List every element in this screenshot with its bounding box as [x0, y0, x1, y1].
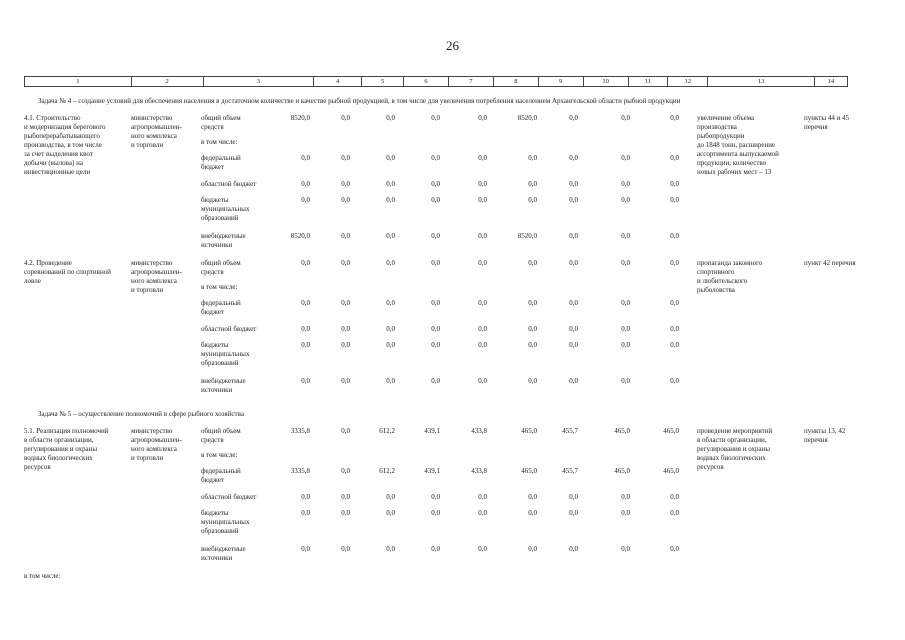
- funding-source-label: бюджеты: [201, 196, 229, 204]
- funding-value: 0,0: [301, 377, 310, 385]
- funding-value: 0,0: [528, 259, 537, 267]
- reference-item: пункт 42 перечня: [804, 259, 856, 267]
- funding-source-label: в том числе:: [201, 451, 238, 459]
- funding-value: 0,0: [478, 341, 487, 349]
- column-number-3: 3: [204, 77, 315, 86]
- funding-value: 0,0: [386, 180, 395, 188]
- column-number-1: 1: [25, 77, 132, 86]
- funding-value: 0,0: [301, 259, 310, 267]
- funding-value: 0,0: [621, 545, 630, 553]
- funding-value: 0,0: [386, 545, 395, 553]
- executor-name: министерство: [131, 427, 173, 435]
- funding-value: 0,0: [431, 180, 440, 188]
- activity-name: ловле: [24, 277, 41, 285]
- funding-value: 0,0: [621, 509, 630, 517]
- reference-item: перечня: [804, 123, 828, 131]
- expected-result: проведение мероприятий: [697, 427, 773, 435]
- funding-value: 612,2: [379, 427, 395, 435]
- funding-value: 0,0: [621, 299, 630, 307]
- funding-value: 0,0: [569, 232, 578, 240]
- funding-value: 0,0: [341, 509, 350, 517]
- funding-value: 433,8: [471, 467, 487, 475]
- funding-value: 0,0: [528, 545, 537, 553]
- funding-value: 465,0: [614, 427, 630, 435]
- funding-value: 0,0: [478, 509, 487, 517]
- funding-value: 0,0: [431, 154, 440, 162]
- activity-name: регулирования и охраны: [24, 445, 98, 453]
- funding-value: 0,0: [478, 180, 487, 188]
- funding-value: 0,0: [478, 377, 487, 385]
- funding-value: 0,0: [621, 377, 630, 385]
- funding-value: 0,0: [301, 493, 310, 501]
- funding-value: 465,0: [663, 427, 679, 435]
- funding-value: 0,0: [301, 299, 310, 307]
- funding-value: 0,0: [301, 154, 310, 162]
- funding-value: 0,0: [569, 377, 578, 385]
- funding-value: 0,0: [670, 325, 679, 333]
- funding-value: 0,0: [528, 180, 537, 188]
- funding-value: 0,0: [301, 341, 310, 349]
- funding-value: 0,0: [341, 259, 350, 267]
- funding-value: 0,0: [341, 427, 350, 435]
- column-number-2: 2: [132, 77, 204, 86]
- activity-name: рыбоперерабатывающего: [24, 132, 100, 140]
- funding-value: 0,0: [670, 377, 679, 385]
- executor-name: министерство: [131, 259, 173, 267]
- activity-name: инвестиционные цели: [24, 168, 91, 176]
- funding-value: 0,0: [431, 377, 440, 385]
- funding-value: 0,0: [569, 493, 578, 501]
- executor-name: агропромышлен-: [131, 123, 182, 131]
- funding-value: 8520,0: [517, 114, 537, 122]
- funding-value: 0,0: [478, 545, 487, 553]
- activity-name: 4.1. Строительство: [24, 114, 81, 122]
- expected-result: увеличение объема: [697, 114, 755, 122]
- funding-value: 0,0: [670, 299, 679, 307]
- funding-value: 0,0: [301, 509, 310, 517]
- funding-value: 0,0: [621, 341, 630, 349]
- funding-source-label: областной бюджет: [201, 325, 257, 333]
- funding-source-label: общий объем: [201, 114, 241, 122]
- executor-name: ного комплекса: [131, 445, 177, 453]
- funding-source-label: источники: [201, 386, 233, 394]
- funding-value: 0,0: [478, 299, 487, 307]
- funding-value: 0,0: [569, 259, 578, 267]
- activity-name: 4.2. Проведение: [24, 259, 72, 267]
- funding-value: 0,0: [386, 114, 395, 122]
- funding-value: 0,0: [478, 493, 487, 501]
- funding-value: 465,0: [521, 467, 537, 475]
- column-number-6: 6: [404, 77, 449, 86]
- funding-value: 0,0: [341, 467, 350, 475]
- funding-value: 0,0: [431, 325, 440, 333]
- footer-in-total-text: в том числе:: [24, 572, 61, 580]
- funding-source-label: федеральный: [201, 299, 241, 307]
- expected-result: и любительского: [697, 277, 748, 285]
- executor-name: и торговли: [131, 141, 164, 149]
- funding-value: 0,0: [670, 493, 679, 501]
- activity-name: соревнований по спортивной: [24, 268, 111, 276]
- funding-source-label: бюджеты: [201, 509, 229, 517]
- funding-value: 0,0: [621, 196, 630, 204]
- funding-source-label: муниципальных: [201, 350, 250, 358]
- funding-value: 465,0: [663, 467, 679, 475]
- reference-item: перечня: [804, 436, 828, 444]
- funding-value: 0,0: [528, 325, 537, 333]
- funding-value: 0,0: [341, 377, 350, 385]
- funding-source-label: федеральный: [201, 467, 241, 475]
- activity-name: в области организации,: [24, 436, 94, 444]
- funding-value: 0,0: [478, 232, 487, 240]
- funding-value: 3335,8: [290, 427, 310, 435]
- funding-value: 0,0: [431, 545, 440, 553]
- funding-value: 0,0: [528, 154, 537, 162]
- funding-value: 0,0: [670, 114, 679, 122]
- funding-value: 0,0: [301, 325, 310, 333]
- funding-value: 0,0: [431, 509, 440, 517]
- funding-value: 0,0: [670, 154, 679, 162]
- task-4-heading: Задача № 4 – создание условий для обеспечения населения в достаточном количестве и качестве рыбной продукцией, в том числе для увеличения потребления населением Архангельской области рыбной продукции: [38, 97, 681, 105]
- funding-value: 0,0: [670, 509, 679, 517]
- executor-name: агропромышлен-: [131, 268, 182, 276]
- expected-result: рыбопродукции: [697, 132, 745, 140]
- activity-name: за счет выделения квот: [24, 150, 93, 158]
- funding-value: 0,0: [528, 377, 537, 385]
- funding-source-label: федеральный: [201, 154, 241, 162]
- funding-value: 0,0: [621, 259, 630, 267]
- funding-value: 0,0: [431, 493, 440, 501]
- task-5-heading: Задача № 5 – осуществление полномочий в сфере рыбного хозяйства: [38, 410, 244, 418]
- funding-value: 0,0: [386, 493, 395, 501]
- funding-value: 455,7: [562, 427, 578, 435]
- funding-value: 0,0: [341, 154, 350, 162]
- executor-name: ного комплекса: [131, 277, 177, 285]
- funding-value: 465,0: [521, 427, 537, 435]
- funding-value: 0,0: [431, 341, 440, 349]
- activity-name: водных биологических: [24, 454, 93, 462]
- funding-value: 455,7: [562, 467, 578, 475]
- expected-result: новых рабочих мест – 13: [697, 168, 772, 176]
- funding-value: 0,0: [569, 196, 578, 204]
- funding-value: 0,0: [621, 493, 630, 501]
- funding-source-label: источники: [201, 241, 233, 249]
- column-number-9: 9: [539, 77, 584, 86]
- column-number-13: 13: [708, 77, 815, 86]
- funding-value: 0,0: [569, 154, 578, 162]
- funding-source-label: муниципальных: [201, 518, 250, 526]
- funding-value: 0,0: [528, 493, 537, 501]
- executor-name: министерство: [131, 114, 173, 122]
- funding-value: 0,0: [386, 325, 395, 333]
- funding-value: 0,0: [528, 341, 537, 349]
- funding-source-label: источники: [201, 554, 233, 562]
- funding-value: 0,0: [528, 196, 537, 204]
- activity-name: производства, в том числе: [24, 141, 102, 149]
- funding-source-label: образований: [201, 527, 239, 535]
- funding-value: 0,0: [386, 299, 395, 307]
- activity-name: ресурсов: [24, 463, 51, 471]
- funding-value: 0,0: [670, 259, 679, 267]
- activity-name: добычи (вылова) на: [24, 159, 83, 167]
- funding-source-label: бюджет: [201, 163, 224, 171]
- funding-value: 0,0: [341, 545, 350, 553]
- column-number-5: 5: [362, 77, 404, 86]
- expected-result: до 1848 тонн, расширение: [697, 141, 776, 149]
- funding-value: 0,0: [478, 325, 487, 333]
- funding-value: 0,0: [621, 325, 630, 333]
- activity-name: и модернизация берегового: [24, 123, 106, 131]
- funding-value: 0,0: [569, 341, 578, 349]
- funding-value: 0,0: [569, 509, 578, 517]
- funding-source-label: бюджет: [201, 308, 224, 316]
- funding-value: 8520,0: [290, 114, 310, 122]
- funding-value: 0,0: [569, 114, 578, 122]
- funding-value: 0,0: [621, 154, 630, 162]
- funding-value: 0,0: [386, 259, 395, 267]
- funding-value: 0,0: [341, 180, 350, 188]
- expected-result: в области организации,: [697, 436, 767, 444]
- funding-value: 0,0: [431, 232, 440, 240]
- funding-value: 0,0: [341, 493, 350, 501]
- funding-value: 0,0: [431, 196, 440, 204]
- funding-value: 8520,0: [517, 232, 537, 240]
- column-number-11: 11: [629, 77, 669, 86]
- funding-value: 0,0: [386, 154, 395, 162]
- expected-result: пропаганда законного: [697, 259, 763, 267]
- funding-source-label: муниципальных: [201, 205, 250, 213]
- funding-value: 0,0: [621, 180, 630, 188]
- funding-value: 3335,8: [290, 467, 310, 475]
- executor-name: и торговли: [131, 286, 164, 294]
- funding-value: 0,0: [386, 341, 395, 349]
- funding-value: 0,0: [670, 196, 679, 204]
- column-number-8: 8: [494, 77, 539, 86]
- column-number-4: 4: [314, 77, 362, 86]
- expected-result: ресурсов: [697, 463, 724, 471]
- expected-result: ассортимента выпускаемой: [697, 150, 779, 158]
- funding-value: 0,0: [569, 180, 578, 188]
- funding-source-label: областной бюджет: [201, 493, 257, 501]
- funding-value: 0,0: [621, 232, 630, 240]
- column-number-14: 14: [827, 78, 835, 85]
- expected-result: спортивного: [697, 268, 735, 276]
- column-number-12: 12: [668, 77, 708, 86]
- funding-value: 439,1: [424, 467, 440, 475]
- executor-name: агропромышлен-: [131, 436, 182, 444]
- expected-result: производства: [697, 123, 737, 131]
- column-number-10: 10: [584, 77, 629, 86]
- funding-value: 612,2: [379, 467, 395, 475]
- funding-source-label: бюджеты: [201, 341, 229, 349]
- funding-source-label: общий объем: [201, 427, 241, 435]
- funding-value: 0,0: [478, 259, 487, 267]
- page-number: 26: [446, 38, 459, 53]
- funding-value: 0,0: [569, 325, 578, 333]
- funding-value: 0,0: [670, 545, 679, 553]
- funding-value: 465,0: [614, 467, 630, 475]
- executor-name: ного комплекса: [131, 132, 177, 140]
- funding-value: 0,0: [569, 545, 578, 553]
- funding-source-label: средств: [201, 268, 224, 276]
- funding-source-label: в том числе:: [201, 283, 238, 291]
- funding-source-label: областной бюджет: [201, 180, 257, 188]
- expected-result: водных биологических: [697, 454, 766, 462]
- funding-value: 0,0: [386, 377, 395, 385]
- funding-value: 0,0: [528, 299, 537, 307]
- funding-value: 0,0: [670, 341, 679, 349]
- expected-result: рыболовства: [697, 286, 735, 294]
- funding-source-label: образований: [201, 214, 239, 222]
- funding-source-label: средств: [201, 436, 224, 444]
- funding-value: 433,8: [471, 427, 487, 435]
- funding-value: 0,0: [301, 196, 310, 204]
- activity-name: 5.1. Реализация полномочий: [24, 427, 109, 435]
- funding-source-label: средств: [201, 123, 224, 131]
- executor-name: и торговли: [131, 454, 164, 462]
- funding-source-label: бюджет: [201, 476, 224, 484]
- funding-value: 0,0: [386, 196, 395, 204]
- reference-item: пункты 13, 42: [804, 427, 846, 435]
- funding-value: 0,0: [431, 299, 440, 307]
- funding-value: 0,0: [528, 509, 537, 517]
- funding-source-label: внебюджетные: [201, 377, 246, 385]
- funding-value: 0,0: [431, 259, 440, 267]
- funding-value: 0,0: [621, 114, 630, 122]
- expected-result: регулирования и охраны: [697, 445, 771, 453]
- funding-source-label: образований: [201, 359, 239, 367]
- funding-value: 0,0: [386, 509, 395, 517]
- funding-value: 0,0: [341, 325, 350, 333]
- funding-value: 0,0: [478, 114, 487, 122]
- funding-value: 0,0: [301, 180, 310, 188]
- funding-value: 0,0: [341, 341, 350, 349]
- funding-value: 0,0: [341, 232, 350, 240]
- funding-value: 0,0: [341, 196, 350, 204]
- column-number-7: 7: [449, 77, 494, 86]
- funding-value: 0,0: [670, 232, 679, 240]
- funding-value: 0,0: [431, 114, 440, 122]
- funding-value: 0,0: [301, 545, 310, 553]
- funding-value: 0,0: [341, 299, 350, 307]
- funding-source-label: внебюджетные: [201, 232, 246, 240]
- column-number-header: [24, 76, 848, 87]
- funding-value: 0,0: [386, 232, 395, 240]
- funding-source-label: в том числе:: [201, 138, 238, 146]
- funding-value: 0,0: [341, 114, 350, 122]
- funding-value: 0,0: [478, 154, 487, 162]
- funding-value: 0,0: [569, 299, 578, 307]
- funding-source-label: общий объем: [201, 259, 241, 267]
- funding-value: 0,0: [478, 196, 487, 204]
- funding-value: 0,0: [670, 180, 679, 188]
- reference-item: пункты 44 и 45: [804, 114, 850, 122]
- funding-value: 439,1: [424, 427, 440, 435]
- funding-value: 8520,0: [290, 232, 310, 240]
- funding-source-label: внебюджетные: [201, 545, 246, 553]
- expected-result: продукции, количество: [697, 159, 767, 167]
